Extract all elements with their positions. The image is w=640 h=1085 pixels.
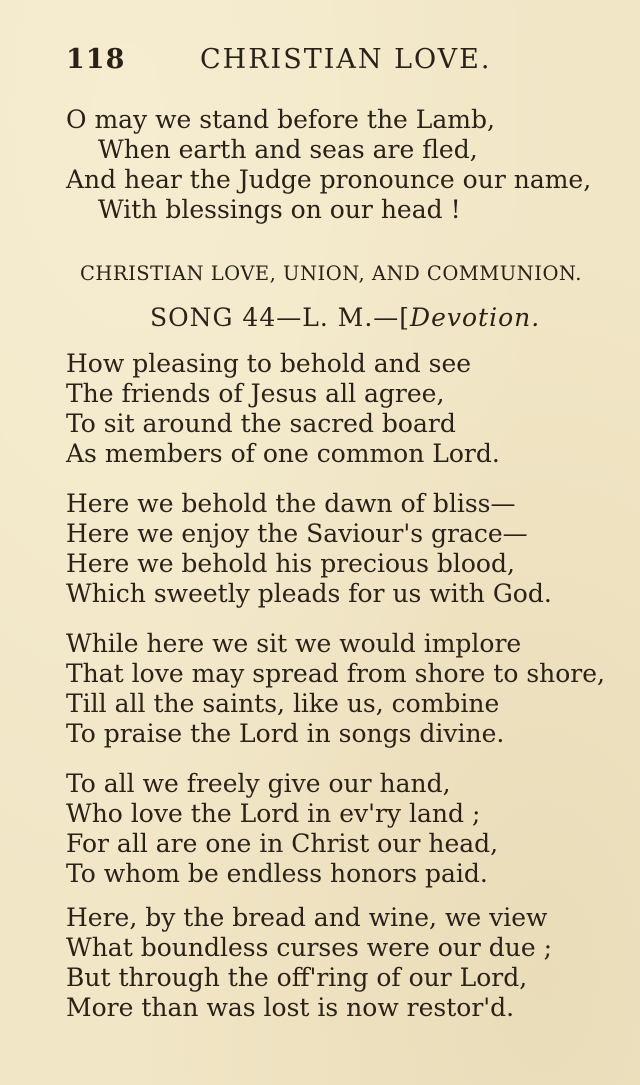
- verse-line: Here we enjoy the Saviour's grace—: [66, 519, 528, 548]
- verse-line: Here we behold his precious blood,: [66, 549, 515, 578]
- verse-line: As members of one common Lord.: [66, 439, 500, 468]
- verse-line: While here we sit we would implore: [66, 629, 522, 658]
- verse-line: And hear the Judge pronounce our name,: [66, 165, 592, 194]
- song-number-meter: SONG 44—L. M.—: [150, 303, 400, 332]
- verse-line: But through the off'ring of our Lord,: [66, 963, 528, 992]
- song-title: [150, 303, 540, 332]
- verse-line: That love may spread from shore to shore,: [66, 659, 606, 688]
- verse-line: Till all the saints, like us, combine: [66, 689, 500, 718]
- verse-line: To praise the Lord in songs divine.: [66, 719, 505, 748]
- verse-line: For all are one in Christ our head,: [66, 829, 499, 858]
- verse-line: The friends of Jesus all agree,: [66, 379, 445, 408]
- verse-line: With blessings on our head !: [98, 195, 461, 224]
- tune-name: Devotion.: [410, 303, 541, 332]
- page-header: [66, 44, 506, 80]
- verse-line: When earth and seas are fled,: [98, 135, 478, 164]
- verse-line: O may we stand before the Lamb,: [66, 105, 495, 134]
- verse-line: Here we behold the dawn of bliss—: [66, 489, 516, 518]
- verse-line: Who love the Lord in ev'ry land ;: [66, 799, 481, 828]
- verse-line: What boundless curses were our due ;: [66, 933, 553, 962]
- verse-line: Here, by the bread and wine, we view: [66, 903, 548, 932]
- page-number: 118: [66, 44, 126, 75]
- running-title: CHRISTIAN LOVE.: [200, 44, 492, 75]
- section-heading: CHRISTIAN LOVE, UNION, AND COMMUNION.: [80, 262, 582, 285]
- verse-line: To all we freely give our hand,: [66, 769, 451, 798]
- verse-line: How pleasing to behold and see: [66, 349, 472, 378]
- verse-line: More than was lost is now restor'd.: [66, 993, 515, 1022]
- verse-line: To whom be endless honors paid.: [66, 859, 488, 888]
- verse-line: To sit around the sacred board: [66, 409, 456, 438]
- tune-bracket: [: [399, 303, 411, 332]
- verse-line: Which sweetly pleads for us with God.: [66, 579, 552, 608]
